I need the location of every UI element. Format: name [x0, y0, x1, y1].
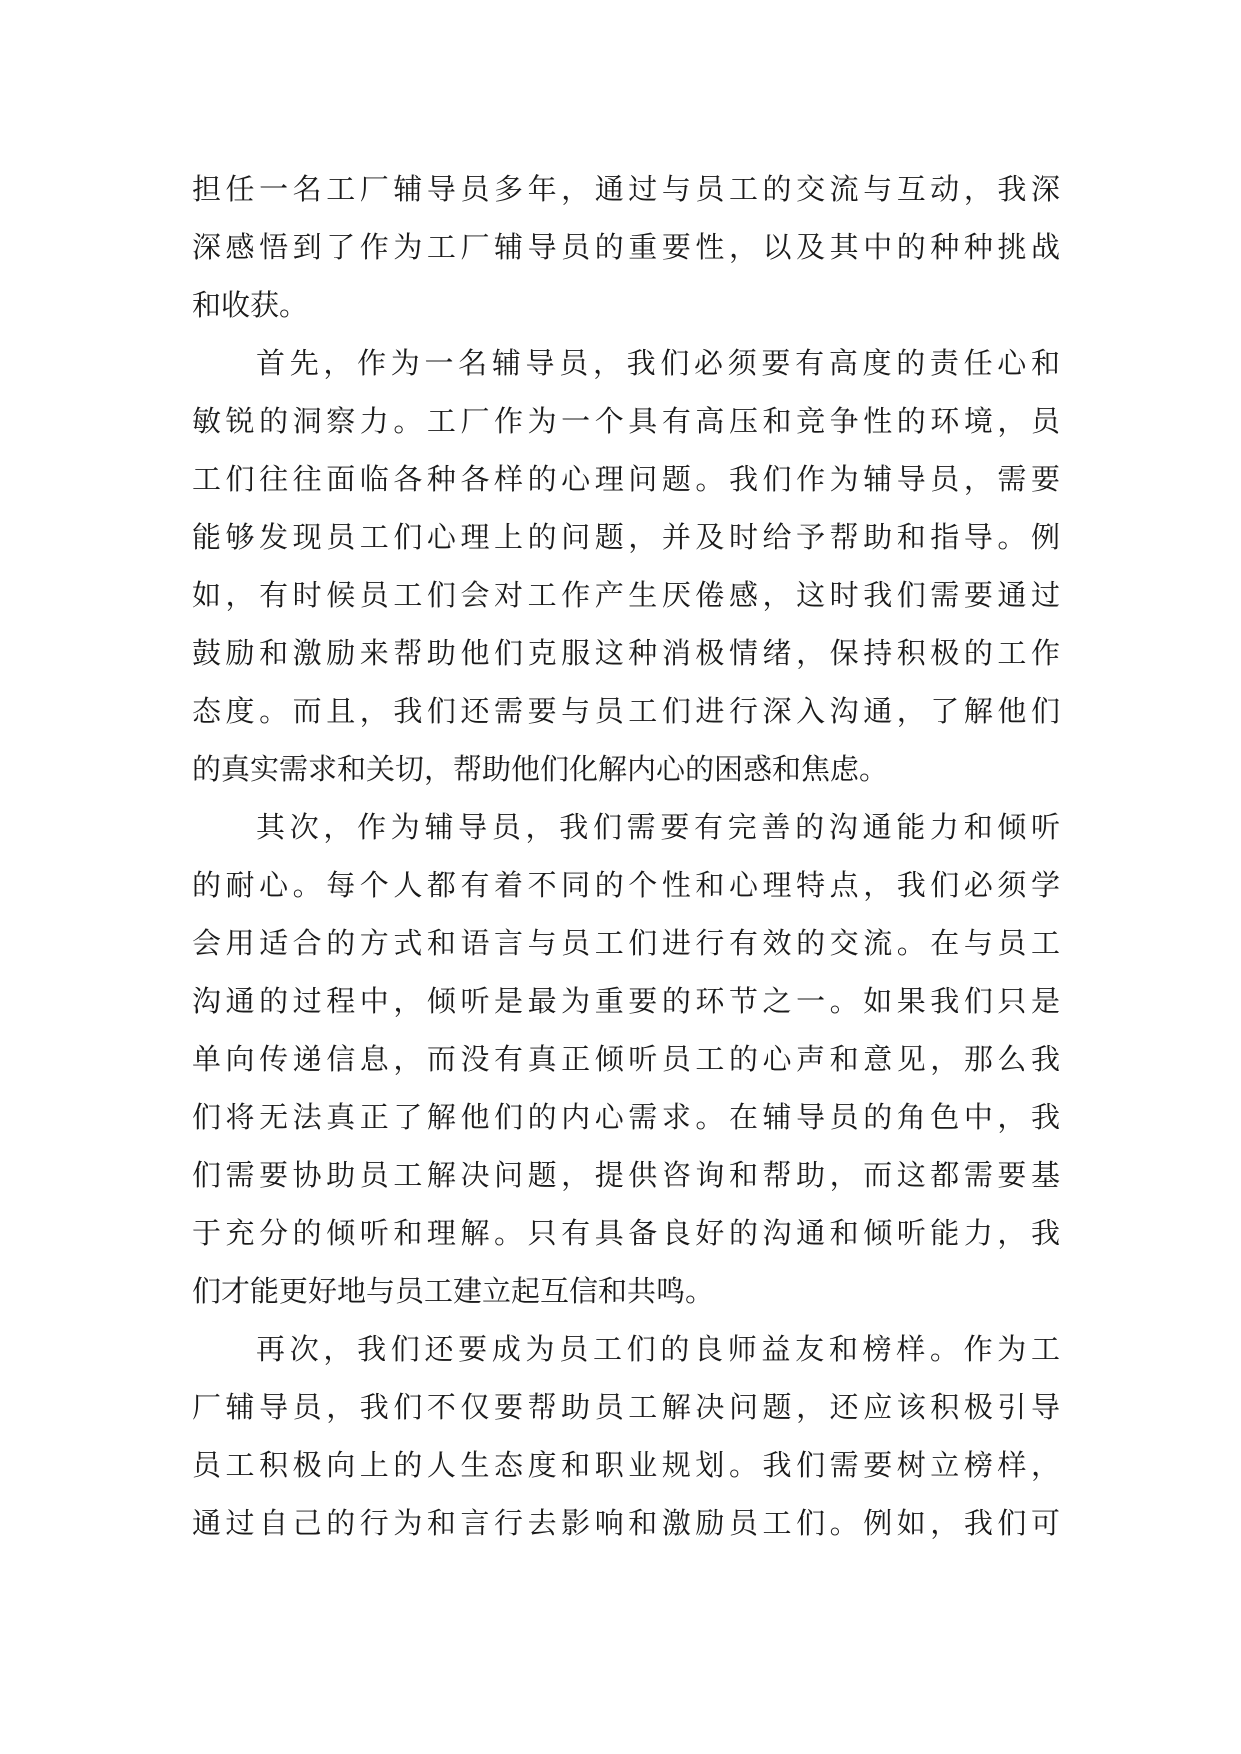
text-line: 的真实需求和关切，帮助他们化解内心的困惑和焦虑。: [192, 752, 889, 786]
text-line: 们将无法真正了解他们的内心需求。在辅导员的角色中，我: [192, 1100, 1060, 1134]
text-line: 和收获。: [192, 288, 309, 322]
text-line: 工们往往面临各种各样的心理问题。我们作为辅导员，需要: [192, 462, 1060, 496]
text-line: 会用适合的方式和语言与员工们进行有效的交流。在与员工: [192, 926, 1060, 960]
text-line: 单向传递信息，而没有真正倾听员工的心声和意见，那么我: [192, 1042, 1060, 1076]
text-line: 首先，作为一名辅导员，我们必须要有高度的责任心和: [256, 346, 1060, 380]
text-line: 厂辅导员，我们不仅要帮助员工解决问题，还应该积极引导: [192, 1390, 1060, 1424]
text-line: 们才能更好地与员工建立起互信和共鸣。: [192, 1274, 715, 1308]
text-line: 沟通的过程中，倾听是最为重要的环节之一。如果我们只是: [192, 984, 1060, 1018]
text-line: 态度。而且，我们还需要与员工们进行深入沟通，了解他们: [192, 694, 1060, 728]
body-text: [192, 160, 1060, 1552]
text-line: 如，有时候员工们会对工作产生厌倦感，这时我们需要通过: [192, 578, 1060, 612]
text-line: 的耐心。每个人都有着不同的个性和心理特点，我们必须学: [192, 868, 1060, 902]
text-line: 担任一名工厂辅导员多年，通过与员工的交流与互动，我深: [192, 172, 1060, 206]
text-line: 们需要协助员工解决问题，提供咨询和帮助，而这都需要基: [192, 1158, 1060, 1192]
text-line: 敏锐的洞察力。工厂作为一个具有高压和竞争性的环境，员: [192, 404, 1060, 438]
text-line: 其次，作为辅导员，我们需要有完善的沟通能力和倾听: [256, 810, 1060, 844]
text-line: 员工积极向上的人生态度和职业规划。我们需要树立榜样，: [192, 1448, 1060, 1482]
text-line: 能够发现员工们心理上的问题，并及时给予帮助和指导。例: [192, 520, 1060, 554]
text-line: 再次，我们还要成为员工们的良师益友和榜样。作为工: [256, 1332, 1060, 1366]
text-line: 深感悟到了作为工厂辅导员的重要性，以及其中的种种挑战: [192, 230, 1060, 264]
text-line: 通过自己的行为和言行去影响和激励员工们。例如，我们可: [192, 1506, 1060, 1540]
text-line: 于充分的倾听和理解。只有具备良好的沟通和倾听能力，我: [192, 1216, 1060, 1250]
text-line: 鼓励和激励来帮助他们克服这种消极情绪，保持积极的工作: [192, 636, 1060, 670]
